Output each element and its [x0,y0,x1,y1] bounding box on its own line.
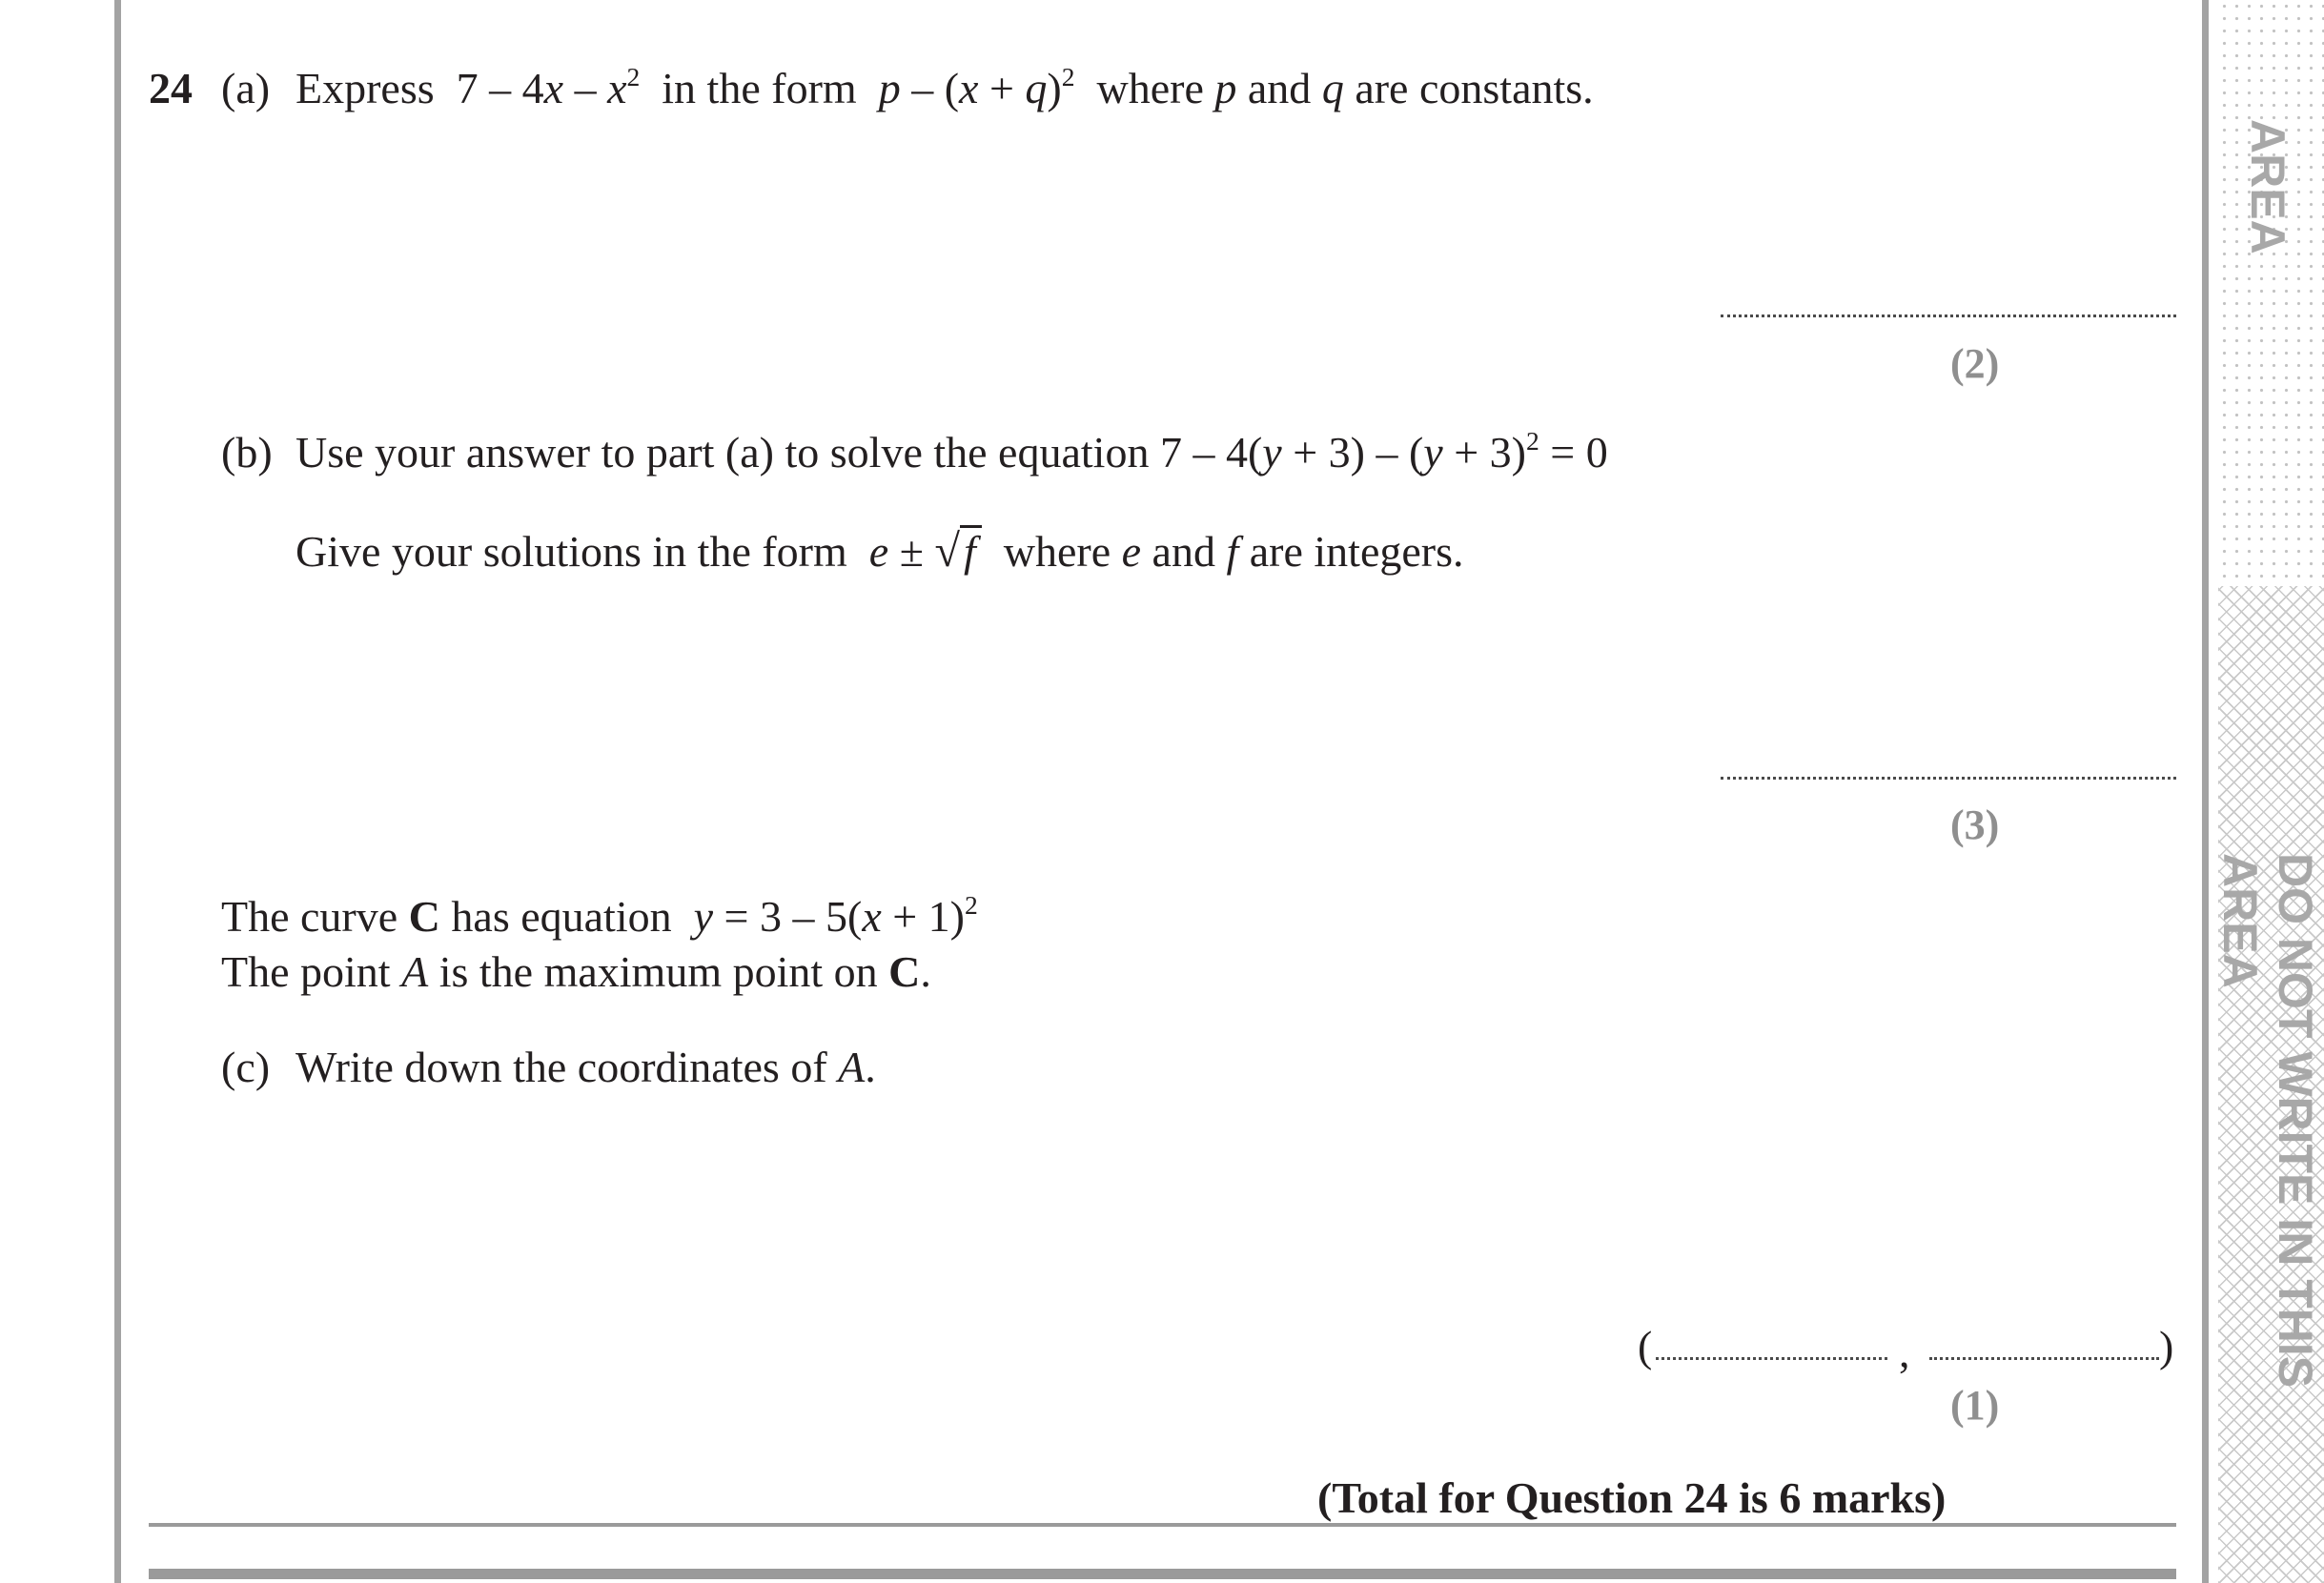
maximum-point-line: The point A is the maximum point on C. [221,947,931,996]
square-root-f: √f [934,525,981,575]
y-coordinate-answer-line[interactable] [1929,1357,2159,1360]
dot-pattern [2218,0,2324,586]
part-a-answer-line[interactable] [1721,315,2176,317]
coordinate-open-paren: ( [1638,1322,1653,1370]
coordinate-comma: , [1899,1328,1910,1376]
x-coordinate-answer-line[interactable] [1656,1357,1887,1360]
part-a-question: Express $7 - 4x - x^2$ in the form $p - (x + q)^2$ where p and q are constants. [296,62,1594,112]
right-margin-rule [2202,0,2209,1583]
left-margin-rule [114,0,121,1583]
total-divider [149,1523,2176,1527]
part-b-instruction: Give your solutions in the form e ± √f where e and f are integers. [296,526,1464,577]
part-c-question: Write down the coordinates of A. [296,1043,876,1091]
margin-area-fragment: AREA [2241,119,2294,254]
curve-equation-line: The curve C has equation $y = 3 - 5(x + 1)^2$ [221,890,978,941]
part-b-label: (b) [221,428,273,477]
margin-do-not-write-label: DO NOT WRITE IN THIS AREA [2213,853,2322,1389]
question-number: 24 [149,64,193,112]
part-a-label: (a) [221,64,271,112]
part-c-marks: (1) [1950,1382,2000,1429]
question-total: (Total for Question 24 is 6 marks) [1317,1473,1947,1522]
part-b-answer-line[interactable] [1721,777,2176,780]
part-c-label: (c) [221,1043,271,1091]
coordinate-close-paren: ) [2159,1322,2174,1370]
part-b-question: Use your answer to part (a) to solve the equation $7 - 4(y + 3) - (y + 3)^2 = 0$ [296,426,1608,477]
part-a-marks: (2) [1950,340,2000,387]
part-b-marks: (3) [1950,802,2000,848]
bottom-rule [149,1569,2176,1579]
